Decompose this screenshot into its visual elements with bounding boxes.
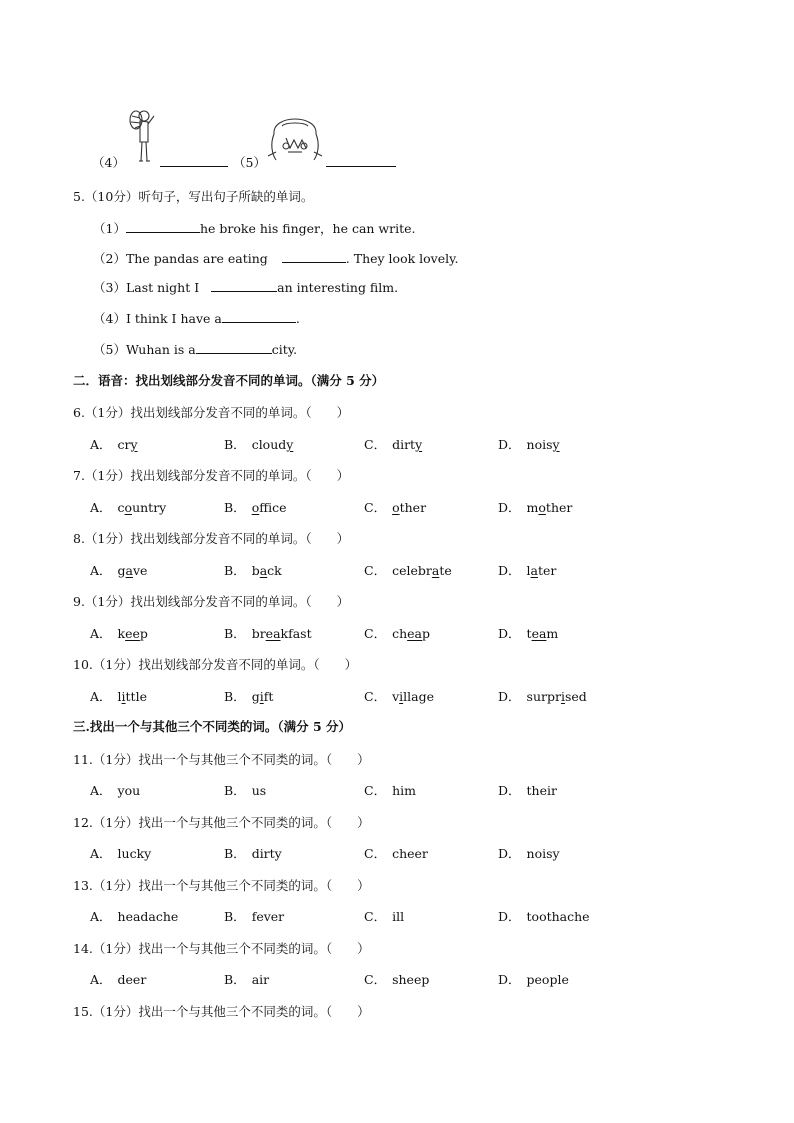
option-word: headache	[117, 909, 179, 924]
underlined-letters: o	[392, 500, 400, 515]
option-letter: B．	[224, 500, 246, 515]
option-letter: A．	[90, 909, 112, 924]
question-stem: 14.（1分）找出一个与其他三个不同类的词。（ ）	[73, 941, 370, 956]
boy-picture	[122, 106, 166, 166]
q5-item-3: （3）Last night I an interesting film.	[93, 280, 399, 295]
option-word: fever	[251, 909, 285, 924]
option-word-part: ch	[392, 626, 408, 641]
blank-input[interactable]	[211, 279, 277, 292]
option-word: us	[251, 783, 267, 798]
answer-option[interactable]	[498, 498, 572, 516]
option-word-part: m	[546, 626, 559, 641]
option-letter: B．	[224, 437, 246, 452]
blank-input[interactable]	[222, 310, 296, 323]
girl-picture	[264, 104, 326, 166]
answer-option[interactable]	[498, 907, 590, 925]
option-letter: B．	[224, 783, 246, 798]
option-letter: A．	[90, 563, 112, 578]
option-word: lucky	[117, 846, 152, 861]
option-word-part: kfast	[280, 626, 312, 641]
answer-option[interactable]	[224, 435, 293, 453]
question-stem: 9.（1分）找出划线部分发音不同的单词。（ ）	[73, 594, 350, 609]
answer-option[interactable]	[224, 844, 282, 862]
answer-option[interactable]	[498, 844, 560, 862]
question-stem: 6.（1分）找出划线部分发音不同的单词。（ ）	[73, 405, 350, 420]
option-letter: A．	[90, 689, 112, 704]
option-letter: B．	[224, 972, 246, 987]
option-word-part: sed	[564, 689, 587, 704]
answer-option[interactable]	[90, 907, 178, 925]
option-word-part: llage	[403, 689, 434, 704]
answer-option[interactable]	[224, 687, 273, 705]
answer-option[interactable]	[498, 624, 558, 642]
q5-item-5: （5）Wuhan is a city.	[93, 342, 298, 357]
blank-input[interactable]	[126, 220, 200, 233]
underlined-letters: ea	[265, 626, 281, 641]
underlined-letters: ea	[531, 626, 547, 641]
option-letter: B．	[224, 846, 246, 861]
answer-option[interactable]	[364, 970, 429, 988]
answer-option[interactable]	[90, 781, 140, 799]
option-letter: A．	[90, 972, 112, 987]
option-word-part: nois	[526, 437, 553, 452]
answer-option[interactable]	[364, 498, 426, 516]
option-word-part: ther	[545, 500, 573, 515]
blank-input[interactable]	[196, 341, 272, 354]
question-stem: 10.（1分）找出划线部分发音不同的单词。（ ）	[73, 657, 358, 672]
option-letter: A．	[90, 500, 112, 515]
question-stem: 12.（1分）找出一个与其他三个不同类的词。（ ）	[73, 815, 370, 830]
option-word: him	[392, 783, 416, 798]
option-word-part: b	[251, 563, 260, 578]
option-letter: A．	[90, 437, 112, 452]
option-word-part: g	[251, 689, 260, 704]
option-letter: A．	[90, 626, 112, 641]
answer-option[interactable]	[90, 687, 147, 705]
option-word-part: g	[117, 563, 126, 578]
option-letter: C．	[364, 972, 387, 987]
option-word-part: dirt	[392, 437, 416, 452]
question-stem: 15.（1分）找出一个与其他三个不同类的词。（ ）	[73, 1004, 370, 1019]
answer-option[interactable]	[498, 687, 587, 705]
option-word: deer	[117, 972, 147, 987]
option-word-part: v	[392, 689, 400, 704]
option-word-part: celebr	[392, 563, 432, 578]
underlined-letters: y	[552, 437, 560, 452]
option-word: people	[526, 972, 569, 987]
option-word-part: ft	[263, 689, 274, 704]
option-word-part: l	[117, 689, 122, 704]
option-letter: C．	[364, 846, 387, 861]
option-word-part: k	[117, 626, 126, 641]
underlined-letters: a	[431, 563, 440, 578]
option-letter: D．	[498, 437, 521, 452]
option-word: dirty	[251, 846, 282, 861]
underlined-letters: ea	[407, 626, 422, 641]
option-word: ill	[392, 909, 405, 924]
answer-option[interactable]	[90, 435, 138, 453]
answer-option[interactable]	[498, 970, 569, 988]
answer-option[interactable]	[224, 907, 284, 925]
option-word-part: cloud	[251, 437, 287, 452]
answer-option[interactable]	[90, 498, 166, 516]
answer-option[interactable]	[224, 970, 269, 988]
option-letter: C．	[364, 626, 387, 641]
answer-option[interactable]	[224, 561, 282, 579]
answer-option[interactable]	[364, 435, 422, 453]
underlined-letters: i	[259, 689, 264, 704]
underlined-letters: a	[259, 563, 268, 578]
picture-label-5: （5）	[233, 155, 266, 170]
underlined-letters: i	[399, 689, 404, 704]
option-letter: D．	[498, 846, 521, 861]
q5-item-4: （4）I think I have a .	[93, 311, 300, 326]
answer-option[interactable]	[364, 687, 434, 705]
option-word: toothache	[526, 909, 590, 924]
section-2-title: 二．语音：找出划线部分发音不同的单词。（满分 5 分）	[73, 373, 385, 388]
option-word-part: untry	[132, 500, 167, 515]
answer-option[interactable]	[364, 844, 428, 862]
option-letter: C．	[364, 689, 387, 704]
question-stem: 13.（1分）找出一个与其他三个不同类的词。（ ）	[73, 878, 370, 893]
option-letter: A．	[90, 846, 112, 861]
option-letter: A．	[90, 783, 112, 798]
option-letter: B．	[224, 626, 246, 641]
answer-option[interactable]	[90, 624, 148, 642]
option-letter: C．	[364, 909, 387, 924]
blank-input[interactable]	[282, 250, 346, 263]
option-letter: D．	[498, 783, 521, 798]
answer-option[interactable]	[364, 624, 430, 642]
q5-item-2: （2）The pandas are eating . They look lovely.	[93, 251, 459, 266]
option-word-part: br	[251, 626, 266, 641]
option-word-part: c	[117, 500, 125, 515]
answer-line-4[interactable]	[160, 166, 228, 167]
underlined-letters: ee	[125, 626, 140, 641]
underlined-letters: o	[538, 500, 546, 515]
option-word-part: ffice	[259, 500, 287, 515]
q5-item-1: （1） he broke his finger，he can write.	[93, 221, 416, 236]
question-stem: 11.（1分）找出一个与其他三个不同类的词。（ ）	[73, 752, 370, 767]
option-letter: D．	[498, 626, 521, 641]
option-word: you	[117, 783, 141, 798]
option-word: cheer	[392, 846, 428, 861]
option-letter: D．	[498, 909, 521, 924]
option-word: air	[251, 972, 270, 987]
option-word-part: ck	[267, 563, 282, 578]
picture-label-4: （4）	[92, 155, 125, 170]
answer-option[interactable]	[498, 781, 557, 799]
question-stem: 8.（1分）找出划线部分发音不同的单词。（ ）	[73, 531, 350, 546]
option-word: sheep	[392, 972, 430, 987]
underlined-letters: a	[530, 563, 538, 578]
option-letter: C．	[364, 563, 387, 578]
option-letter: D．	[498, 972, 521, 987]
answer-option[interactable]	[364, 561, 452, 579]
underlined-letters: a	[125, 563, 133, 578]
underlined-letters: y	[130, 437, 138, 452]
underlined-letters: y	[286, 437, 294, 452]
answer-option[interactable]	[498, 435, 560, 453]
underlined-letters: i	[560, 689, 565, 704]
answer-option[interactable]	[224, 624, 312, 642]
answer-option[interactable]	[224, 498, 287, 516]
option-word-part: cr	[117, 437, 131, 452]
option-word: their	[526, 783, 557, 798]
question-stem: 7.（1分）找出划线部分发音不同的单词。（ ）	[73, 468, 350, 483]
answer-option[interactable]	[224, 781, 266, 799]
option-word-part: ttle	[125, 689, 147, 704]
answer-option[interactable]	[90, 970, 146, 988]
option-letter: C．	[364, 437, 387, 452]
underlined-letters: o	[251, 500, 260, 515]
underlined-letters: i	[121, 689, 126, 704]
option-word-part: p	[139, 626, 148, 641]
option-letter: B．	[224, 689, 246, 704]
section-3-title: 三.找出一个与其他三个不同类的词。（满分 5 分）	[73, 719, 352, 734]
option-word-part: ve	[133, 563, 148, 578]
answer-option[interactable]	[90, 561, 147, 579]
answer-option[interactable]	[498, 561, 556, 579]
option-letter: D．	[498, 563, 521, 578]
option-word-part: te	[439, 563, 452, 578]
option-letter: B．	[224, 563, 246, 578]
option-letter: D．	[498, 689, 521, 704]
option-word-part: m	[526, 500, 539, 515]
option-word-part: surpr	[526, 689, 561, 704]
question-5-header: 5.（10分）听句子，写出句子所缺的单词。	[73, 189, 314, 204]
option-letter: B．	[224, 909, 246, 924]
option-word-part: l	[526, 563, 531, 578]
option-letter: C．	[364, 783, 387, 798]
underlined-letters: o	[124, 500, 133, 515]
option-letter: D．	[498, 500, 521, 515]
option-word: noisy	[526, 846, 560, 861]
underlined-letters: y	[415, 437, 423, 452]
answer-line-5[interactable]	[326, 166, 396, 167]
answer-option[interactable]	[90, 844, 151, 862]
option-word-part: p	[422, 626, 431, 641]
option-letter: C．	[364, 500, 387, 515]
answer-option[interactable]	[364, 907, 404, 925]
answer-option[interactable]	[364, 781, 416, 799]
option-word-part: ter	[537, 563, 557, 578]
option-word-part: ther	[399, 500, 427, 515]
option-word-part: t	[526, 626, 532, 641]
